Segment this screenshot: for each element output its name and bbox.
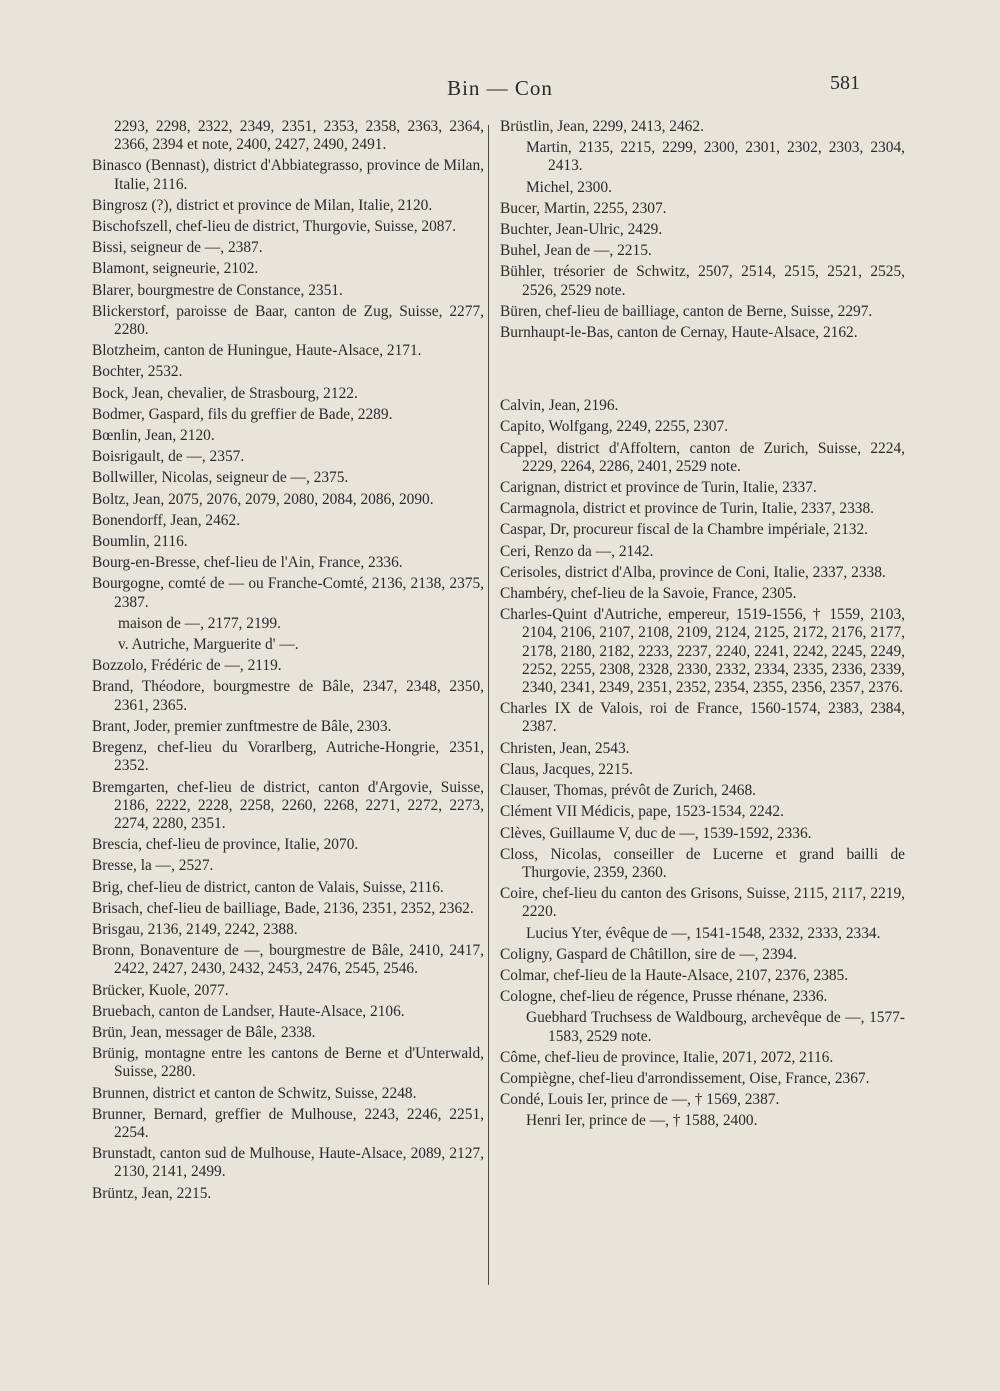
index-entry: Boumlin, 2116. bbox=[92, 533, 188, 551]
index-entry: Brunstadt, canton sud de Mulhouse, Haute-Alsace, 2089, 2127, 2130, 2141, 2499. bbox=[92, 1145, 484, 1181]
index-entry: Bozzolo, Frédéric de —, 2119. bbox=[92, 657, 282, 675]
index-subentry: Michel, 2300. bbox=[526, 178, 612, 196]
index-entry: Charles IX de Valois, roi de France, 1560-1574, 2383, 2384, 2387. bbox=[500, 700, 905, 736]
index-entry: Coligny, Gaspard de Châtillon, sire de —, 2394. bbox=[500, 945, 797, 963]
index-entry: Bonendorff, Jean, 2462. bbox=[92, 511, 241, 529]
index-entry: Binasco (Bennast), district d'Abbiategrasso, province de Milan, Italie, 2116. bbox=[92, 157, 484, 193]
index-entry: Brisgau, 2136, 2149, 2242, 2388. bbox=[92, 920, 298, 938]
page-header bbox=[0, 72, 1000, 106]
index-entry: Buhel, Jean de —, 2215. bbox=[500, 242, 652, 260]
index-entry: Brüstlin, Jean, 2299, 2413, 2462. bbox=[500, 118, 704, 135]
index-entry: Calvin, Jean, 2196. bbox=[500, 397, 619, 415]
index-entry: Colmar, chef-lieu de la Haute-Alsace, 2107, 2376, 2385. bbox=[500, 966, 849, 984]
index-entry: Condé, Louis Ier, prince de —, † 1569, 2387. bbox=[500, 1091, 780, 1109]
index-entry: Bremgarten, chef-lieu de district, canton d'Argovie, Suisse, 2186, 2222, 2228, 2258, 2260, 2268, 2271, 2272, 2273, 2274, 2280, 2351. bbox=[92, 778, 484, 832]
index-entry: Brisach, chef-lieu de bailliage, Bade, 2136, 2351, 2352, 2362. bbox=[92, 899, 474, 917]
index-entry: Christen, Jean, 2543. bbox=[500, 739, 630, 757]
letter-section-gap bbox=[500, 345, 905, 397]
index-entry: Brün, Jean, messager de Bâle, 2338. bbox=[92, 1023, 316, 1041]
index-entry: Cappel, district d'Affoltern, canton de Zurich, Suisse, 2224, 2229, 2264, 2286, 2401, 2529 note. bbox=[500, 439, 905, 475]
index-entry: Cologne, chef-lieu de régence, Prusse rhénane, 2336. bbox=[500, 988, 828, 1006]
index-entry: Brant, Joder, premier zunftmestre de Bâle, 2303. bbox=[92, 717, 392, 735]
index-entry: 2293, 2298, 2322, 2349, 2351, 2353, 2358, 2363, 2364, 2366, 2394 et note, 2400, 2427, 2490, 2491. bbox=[114, 118, 484, 154]
index-subentry: v. Autriche, Marguerite d' —. bbox=[118, 636, 299, 654]
index-entry: Burnhaupt-le-Bas, canton de Cernay, Haute-Alsace, 2162. bbox=[500, 324, 858, 342]
right-column bbox=[500, 118, 905, 1134]
index-entry: Bischofszell, chef-lieu de district, Thurgovie, Suisse, 2087. bbox=[92, 218, 457, 236]
index-entry: Brunnen, district et canton de Schwitz, Suisse, 2248. bbox=[92, 1084, 417, 1102]
index-entry: Charles-Quint d'Autriche, empereur, 1519-1556, † 1559, 2103, 2104, 2106, 2107, 2108, 2109, 2124, 2125, 2172, 2176, 2177, 2178, 2180, 2182, 2233, 2237, 2240, 2241, 2242, 2245, 2249, 2252, 2255, 2308, 2328, 2330, 2332, 2334, 2335, 2336, 2339, 2340, 2341, 2349, 2351, 2352, 2354, 2355, 2356, 2357, 2376. bbox=[500, 606, 905, 697]
index-entry: Carmagnola, district et province de Turin, Italie, 2337, 2338. bbox=[500, 500, 875, 518]
index-entry: Capito, Wolfgang, 2249, 2255, 2307. bbox=[500, 418, 729, 436]
index-entry: Bruebach, canton de Landser, Haute-Alsace, 2106. bbox=[92, 1002, 405, 1020]
index-entry: Clément VII Médicis, pape, 1523-1534, 2242. bbox=[500, 803, 784, 821]
index-entry: Boisrigault, de —, 2357. bbox=[92, 448, 245, 466]
index-entry: Brand, Théodore, bourgmestre de Bâle, 2347, 2348, 2350, 2361, 2365. bbox=[92, 678, 484, 714]
index-entry: Buchter, Jean-Ulric, 2429. bbox=[500, 221, 663, 239]
index-entry: Coire, chef-lieu du canton des Grisons, Suisse, 2115, 2117, 2219, 2220. bbox=[500, 885, 905, 921]
index-entry: Brücker, Kuole, 2077. bbox=[92, 981, 229, 999]
index-entry: Ceri, Renzo da —, 2142. bbox=[500, 542, 654, 560]
index-entry: Blotzheim, canton de Huningue, Haute-Alsace, 2171. bbox=[92, 342, 422, 360]
index-entry: Bresse, la —, 2527. bbox=[92, 857, 214, 875]
index-entry: Bodmer, Gaspard, fils du greffier de Bade, 2289. bbox=[92, 405, 393, 423]
index-entry: Blarer, bourgmestre de Constance, 2351. bbox=[92, 281, 343, 299]
index-entry: Clauser, Thomas, prévôt de Zurich, 2468. bbox=[500, 782, 756, 800]
index-entry: Bissi, seigneur de —, 2387. bbox=[92, 239, 263, 257]
index-entry: Bucer, Martin, 2255, 2307. bbox=[500, 199, 667, 217]
index-entry: Bronn, Bonaventure de —, bourgmestre de Bâle, 2410, 2417, 2422, 2427, 2430, 2432, 2453, 2476, 2545, 2546. bbox=[92, 942, 484, 978]
index-entry: Blickerstorf, paroisse de Baar, canton de Zug, Suisse, 2277, 2280. bbox=[92, 302, 484, 339]
index-entry: Bregenz, chef-lieu du Vorarlberg, Autriche-Hongrie, 2351, 2352. bbox=[92, 739, 484, 775]
index-subentry: Martin, 2135, 2215, 2299, 2300, 2301, 2302, 2303, 2304, 2413. bbox=[526, 139, 905, 175]
index-subentry: maison de —, 2177, 2199. bbox=[118, 614, 281, 632]
index-entry: Carignan, district et province de Turin, Italie, 2337. bbox=[500, 479, 817, 497]
index-entry: Bollwiller, Nicolas, seigneur de —, 2375. bbox=[92, 469, 349, 487]
index-entry: Claus, Jacques, 2215. bbox=[500, 760, 633, 778]
index-entry: Brunner, Bernard, greffier de Mulhouse, 2243, 2246, 2251, 2254. bbox=[92, 1105, 484, 1141]
index-entry: Bourgogne, comté de — ou Franche-Comté, 2136, 2138, 2375, 2387. bbox=[92, 575, 484, 611]
index-entry: Compiègne, chef-lieu d'arrondissement, Oise, France, 2367. bbox=[500, 1069, 870, 1087]
column-divider bbox=[488, 125, 489, 1285]
index-entry: Bingrosz (?), district et province de Milan, Italie, 2120. bbox=[92, 196, 433, 214]
index-entry: Bœnlin, Jean, 2120. bbox=[92, 427, 215, 445]
index-entry: Büren, chef-lieu de bailliage, canton de Berne, Suisse, 2297. bbox=[500, 302, 873, 320]
index-entry: Blamont, seigneurie, 2102. bbox=[92, 260, 259, 278]
index-entry: Chambéry, chef-lieu de la Savoie, France, 2305. bbox=[500, 585, 797, 603]
index-subentry: Guebhard Truchsess de Waldbourg, archevêque de —, 1577-1583, 2529 note. bbox=[526, 1009, 905, 1045]
index-entry: Bühler, trésorier de Schwitz, 2507, 2514, 2515, 2521, 2525, 2526, 2529 note. bbox=[500, 263, 905, 299]
index-entry: Closs, Nicolas, conseiller de Lucerne et grand bailli de Thurgovie, 2359, 2360. bbox=[500, 845, 905, 881]
index-entry: Clèves, Guillaume V, duc de —, 1539-1592, 2336. bbox=[500, 824, 812, 842]
page-number: 581 bbox=[830, 72, 860, 94]
index-entry: Bourg-en-Bresse, chef-lieu de l'Ain, France, 2336. bbox=[92, 554, 403, 572]
left-column bbox=[92, 118, 484, 1206]
index-entry: Cerisoles, district d'Alba, province de Coni, Italie, 2337, 2338. bbox=[500, 563, 886, 581]
index-subentry: Henri Ier, prince de —, † 1588, 2400. bbox=[526, 1112, 758, 1130]
running-head: Bin — Con bbox=[447, 76, 553, 100]
index-subentry: Lucius Yter, évêque de —, 1541-1548, 2332, 2333, 2334. bbox=[526, 924, 881, 942]
index-entry: Bock, Jean, chevalier, de Strasbourg, 2122. bbox=[92, 384, 358, 402]
index-entry: Caspar, Dr, procureur fiscal de la Chambre impériale, 2132. bbox=[500, 521, 869, 539]
index-entry: Brüntz, Jean, 2215. bbox=[92, 1184, 212, 1202]
index-entry: Brig, chef-lieu de district, canton de Valais, Suisse, 2116. bbox=[92, 878, 444, 896]
index-entry: Brünig, montagne entre les cantons de Berne et d'Unterwald, Suisse, 2280. bbox=[92, 1045, 484, 1081]
index-entry: Côme, chef-lieu de province, Italie, 2071, 2072, 2116. bbox=[500, 1048, 834, 1066]
index-entry: Bochter, 2532. bbox=[92, 363, 183, 381]
index-entry: Brescia, chef-lieu de province, Italie, 2070. bbox=[92, 836, 359, 854]
index-entry: Boltz, Jean, 2075, 2076, 2079, 2080, 2084, 2086, 2090. bbox=[92, 490, 434, 508]
